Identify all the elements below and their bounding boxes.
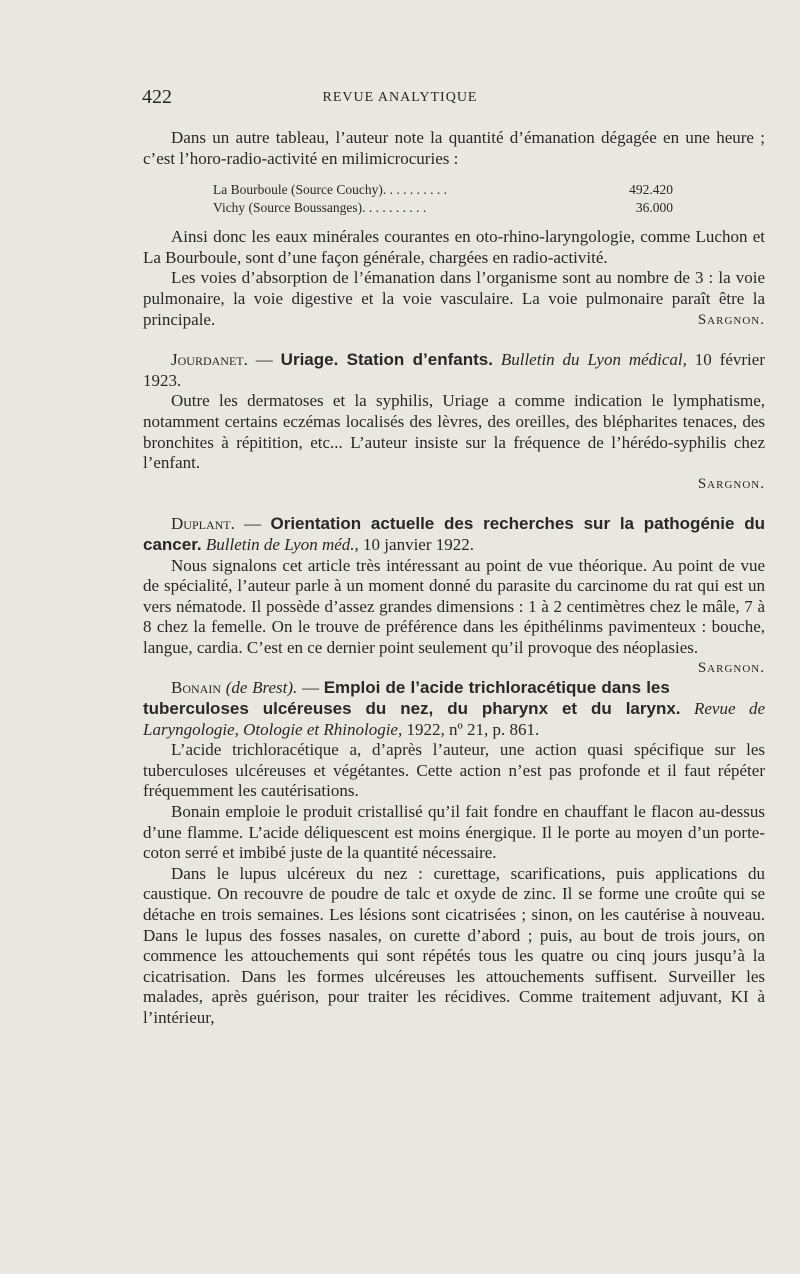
entry-date: 1922, nº 21, p. 861. xyxy=(402,719,540,739)
entry-heading xyxy=(143,678,765,740)
table-row-value: 36.000 xyxy=(635,200,673,216)
entry-heading xyxy=(143,350,765,391)
table-row-value: 492.420 xyxy=(629,182,673,198)
entry-author: Bonain xyxy=(171,678,221,698)
page-content xyxy=(143,128,765,1029)
signature: Sargnon. xyxy=(697,660,765,677)
entry-title: Emploi de l’acide trichloracétique dans les tuberculoses ulcéreuses du nez, du pharynx et du larynx. xyxy=(143,678,681,719)
running-title: REVUE ANALYTIQUE xyxy=(322,90,478,105)
entry-dash: — xyxy=(297,678,324,698)
entry-heading xyxy=(143,514,765,555)
table-row-label: La Bourboule (Source Couchy). . . . . . . . . . xyxy=(213,182,447,198)
page-number: 422 xyxy=(142,86,172,108)
entry-paragraph: Bonain emploie le produit cristallisé qu’il fait fondre en chauffant le flacon au-dessus d’une flamme. L’acide déliquescent est moins énergique. Il le porte au moyen d’un porte-coton serré et imbibé juste de la quantité nécessaire. xyxy=(143,802,765,863)
entry-author: Duplant. xyxy=(171,514,235,534)
entry-date: 10 février 1923. xyxy=(143,350,765,390)
entry-dash: — xyxy=(247,350,281,370)
entry-title: Orientation actuelle des recherches sur la pathogénie du cancer. xyxy=(143,514,766,554)
table-intro-paragraph: Dans un autre tableau, l’auteur note la quantité d’émanation dégagée en une heure ; c’est l’horo-radio-activité en milimicrocuries : xyxy=(143,128,765,168)
entry-author: Jourdanet. xyxy=(171,350,248,370)
entry-author-place: (de Brest). xyxy=(225,678,298,698)
absorption-paragraph xyxy=(143,268,765,330)
entry-journal: Bulletin du Lyon médical, xyxy=(500,350,687,370)
entry-dash: — xyxy=(234,514,271,534)
entry-title: Uriage. Station d’enfants. xyxy=(280,350,493,370)
entry-body-text: Nous signalons cet article très intéressant au point de vue théorique. Au point de vue de spécialité, l’auteur parle à un moment donné du parasite du carcinome du rat qui est un vers nématode. Il possède d’assez grandes dimensions : 1 à 2 centimètres chez le mâle, 7 à 8 chez la femelle. On le trouve de préférence dans les épithélinms pavimenteux : bouche, langue, cardia. C’est en ce dernier point seulement qu’il provoque des néoplasies. xyxy=(143,555,765,657)
entry-date: 10 janvier 1922. xyxy=(358,534,474,554)
table-row-label: Vichy (Source Boussanges). . . . . . . . . . xyxy=(213,200,427,216)
table-row xyxy=(213,181,673,199)
table-row xyxy=(213,199,673,217)
entry-paragraph: Dans le lupus ulcéreux du nez : curettage, scarifications, puis applications du caustique. On recouvre de poudre de talc et oxyde de zinc. Il se forme une croûte qui se détache en trois semaines. Les lésions sont cicatrisées ; sinon, on les cautérise à nouveau. Dans le lupus des fosses nasales, on curette d’abord ; puis, au bout de trois jours, on commence les attouchements qui sont répétés tous les quatre ou cinq jours jusqu’à la cicatrisation. Dans les formes ulcéreuses les attouchements suffisent. Surveiller les malades, après guérison, pour traiter les récidives. Comme traitement adjuvant, KI à l’intérieur, xyxy=(143,863,765,1027)
absorption-text: Les voies d’absorption de l’émanation dans l’organisme sont au nombre de 3 : la voie pulmonaire, la voie digestive et la voie vasculaire. La voie pulmonaire paraît être la principale. xyxy=(143,268,765,329)
radioactivity-table xyxy=(213,181,673,217)
entry-journal: Bulletin de Lyon méd., xyxy=(205,534,359,554)
page-header xyxy=(0,86,800,110)
entry-journal: Revue de Laryngologie, Otologie et Rhinologie, xyxy=(143,699,766,739)
conclusion-paragraph: Ainsi donc les eaux minérales courantes en oto-rhino-laryngologie, comme Luchon et La Bourboule, sont d’une façon générale, chargées en radio-activité. xyxy=(143,227,765,267)
entry-paragraph: L’acide trichloracétique a, d’après l’auteur, une action quasi spécifique sur les tuberculoses ulcéreuses et végétantes. Cette action n’est pas profonde et il faut répéter fréquemment les cautérisations. xyxy=(143,740,765,801)
entry-body: Outre les dermatoses et la syphilis, Uriage a comme indication le lymphatisme, notamment certains eczémas localisés des lèvres, des oreilles, des blépharites tenaces, des bronchites à répitition, etc... L’auteur insiste sur la fréquence de l’hérédo-syphilis chez l’enfant. xyxy=(143,391,765,473)
signature: Sargnon. xyxy=(697,475,765,492)
entry-body xyxy=(143,555,765,677)
signature: Sargnon. xyxy=(697,311,765,328)
